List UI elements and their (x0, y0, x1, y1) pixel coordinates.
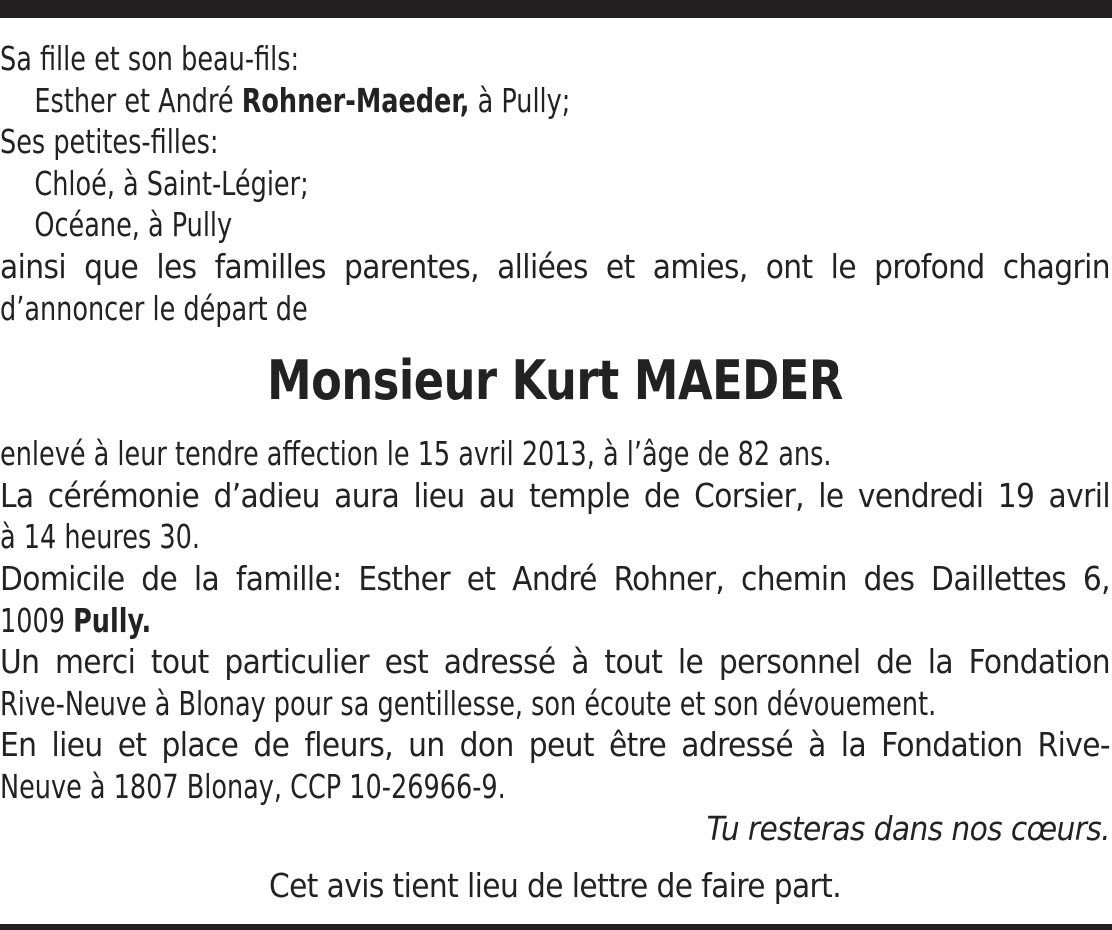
domicile-line-2 (0, 600, 955, 642)
passing-line: enlevé à leur tendre affection le 15 avril 2013, à l’âge de 82 ans. (0, 434, 832, 474)
daughter-line (0, 80, 955, 122)
daughter-surname: Rohner-Maeder, (241, 80, 470, 120)
bottom-rule (0, 924, 1112, 930)
closing-note: Cet avis tient lieu de lettre de faire part. (268, 866, 842, 906)
domicile-town: Pully. (73, 600, 152, 640)
donation-line-2: Neuve à 1807 Blonay, CCP 10-26966-9. (0, 766, 506, 806)
top-rule (0, 0, 1112, 18)
deceased-name: Monsieur Kurt MAEDER (267, 349, 843, 413)
motto: Tu resteras dans nos cœurs. (706, 808, 1110, 848)
granddaughters-label: Ses petites-filles: (0, 122, 219, 162)
donation-line-1: En lieu et place de fleurs, un don peut être adressé à la Fondation Rive- (0, 725, 1110, 765)
families-line-1: ainsi que les familles parentes, alliées et amies, ont le profond chagrin (0, 246, 1110, 286)
thanks-line-2: Rive-Neuve à Blonay pour sa gentillesse, son écoute et son dévouement. (0, 683, 937, 723)
ceremony-line-1: La cérémonie d’adieu aura lieu au temple de Corsier, le vendredi 19 avril (0, 475, 1110, 515)
granddaughter-1: Chloé, à Saint-Légier; (34, 163, 309, 203)
domicile-postcode: 1009 (0, 600, 65, 640)
domicile-line-1: Domicile de la famille: Esther et André Rohner, chemin des Daillettes 6, (0, 558, 1110, 598)
ceremony-line-2: à 14 heures 30. (0, 517, 201, 557)
families-line-2: d’annoncer le départ de (0, 288, 308, 328)
daughter-names: Esther et André (34, 80, 234, 120)
daughter-label: Sa fille et son beau-fils: (0, 39, 300, 78)
thanks-line-1: Un merci tout particulier est adressé à tout le personnel de la Fondation (0, 642, 1110, 682)
daughter-place: à Pully; (477, 80, 571, 120)
obituary-notice (0, 38, 1110, 907)
granddaughter-2: Océane, à Pully (34, 205, 233, 245)
